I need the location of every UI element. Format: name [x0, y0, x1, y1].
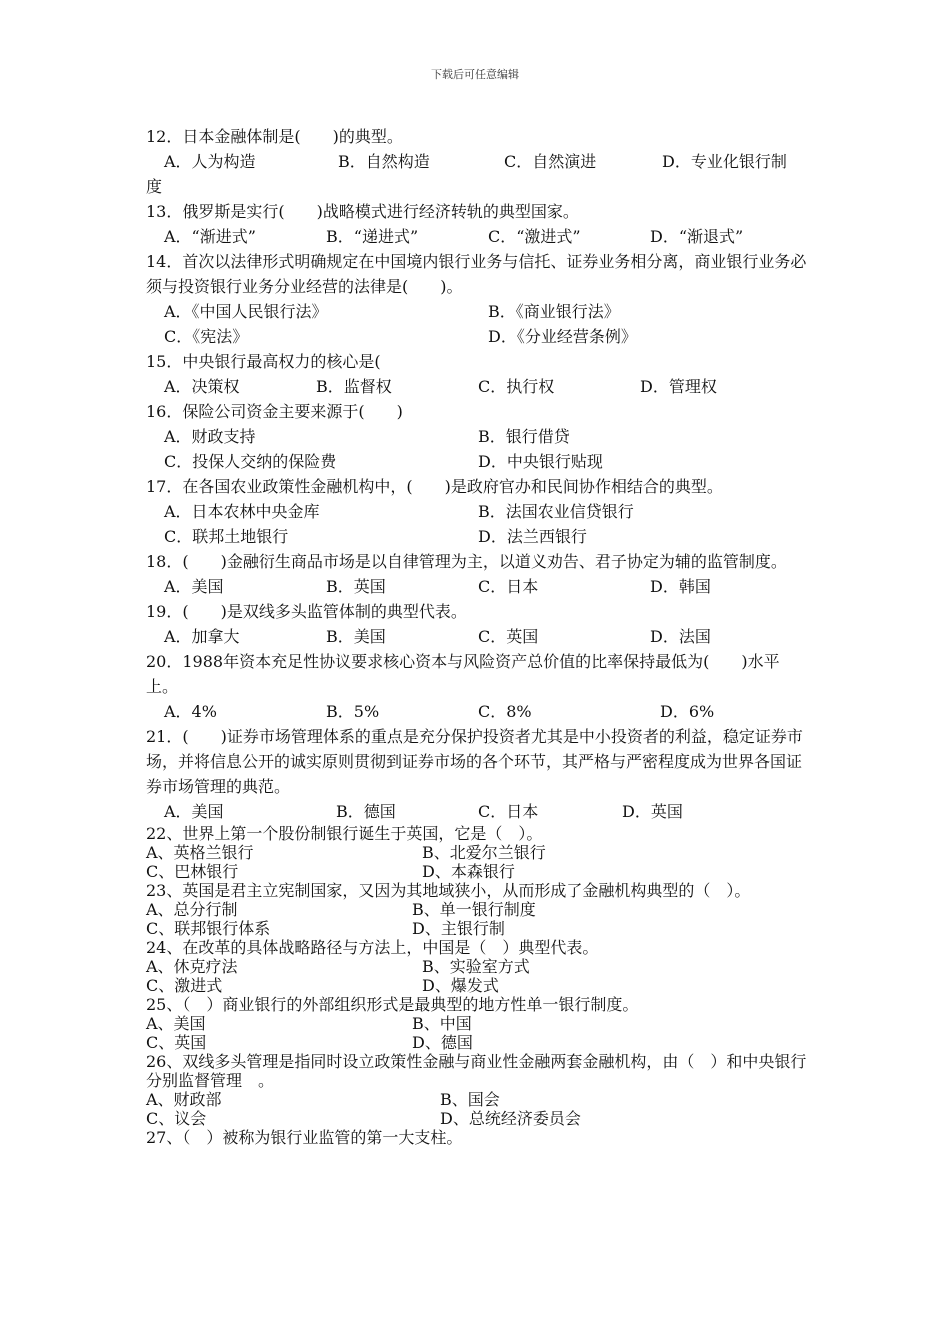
option-row	[146, 299, 810, 324]
option: C．“激进式”	[488, 227, 581, 246]
option: A．财政支持	[164, 427, 256, 446]
question-stem: 18．( )金融衍生商品市场是以自律管理为主，以道义劝告、君子协定为辅的监管制度。	[146, 552, 787, 571]
option: C、巴林银行	[146, 862, 239, 881]
option: D．专业化银行制	[662, 152, 787, 171]
option: D．法国	[650, 627, 711, 646]
question-stem: 15．中央银行最高权力的核心是(	[146, 352, 381, 371]
option: C．联邦土地银行	[164, 527, 289, 546]
question-stem: 22、世界上第一个股份制银行诞生于英国，它是（ ）。	[146, 824, 543, 843]
option: D．管理权	[640, 377, 717, 396]
option: B．自然构造	[338, 152, 430, 171]
option: A．4%	[164, 702, 217, 721]
question-stem: 19．( )是双线多头监管体制的典型代表。	[146, 602, 467, 621]
option: D．韩国	[650, 577, 711, 596]
option: D．法兰西银行	[478, 527, 587, 546]
option-row	[146, 976, 810, 995]
option: A、休克疗法	[146, 957, 238, 976]
option-row	[146, 900, 810, 919]
question-stem: 21．( )证券市场管理体系的重点是充分保护投资者尤其是中小投资者的利益，稳定证券市场，并将信息公开的诚实原则贯彻到证券市场的各个环节，其严格与严密程度成为世界各国证券市场管理的典范。	[146, 727, 803, 796]
option-row	[146, 574, 810, 599]
option: D、爆发式	[422, 976, 499, 995]
option-row	[146, 919, 810, 938]
option-row	[146, 957, 810, 976]
option: A、总分行制	[146, 900, 238, 919]
option: A．人为构造	[164, 152, 256, 171]
option: B、单一银行制度	[412, 900, 536, 919]
question-stem: 13．俄罗斯是实行( )战略模式进行经济转轨的典型国家。	[146, 202, 579, 221]
option: C．日本	[478, 577, 539, 596]
option-row	[146, 862, 810, 881]
option: D、总统经济委员会	[440, 1109, 581, 1128]
option: B．英国	[326, 577, 386, 596]
option: B、实验室方式	[422, 957, 530, 976]
question-stem: 17．在各国农业政策性金融机构中，( )是政府官办和民间协作相结合的典型。	[146, 477, 723, 496]
option: D、主银行制	[412, 919, 505, 938]
option: C．投保人交纳的保险费	[164, 452, 337, 471]
question-stem: 25、（ ）商业银行的外部组织形式是最典型的地方性单一银行制度。	[146, 995, 639, 1014]
option: C．英国	[478, 627, 539, 646]
question-stem: 23、英国是君主立宪制国家，又因为其地域狭小，从而形成了金融机构典型的（ ）。	[146, 881, 751, 900]
option-row	[146, 699, 810, 724]
option-row	[146, 324, 810, 349]
question-stem: 14．首次以法律形式明确规定在中国境内银行业务与信托、证券业务相分离，商业银行业务必须与投资银行业务分业经营的法律是( )。	[146, 252, 807, 296]
option: B．5%	[326, 702, 380, 721]
question-stem: 12．日本金融体制是( )的典型。	[146, 127, 403, 146]
option: B．银行借贷	[478, 427, 570, 446]
option: C．日本	[478, 802, 539, 821]
question-stem: 20．1988年资本充足性协议要求核心资本与风险资产总价值的比率保持最低为( )水平上。	[146, 652, 780, 696]
question-continuation: 度	[146, 177, 163, 196]
option: C．《宪法》	[164, 327, 249, 346]
option: C、联邦银行体系	[146, 919, 271, 938]
option: A、财政部	[146, 1090, 222, 1109]
option-row	[146, 149, 810, 174]
option: B．《商业银行法》	[488, 302, 620, 321]
option: A．决策权	[164, 377, 240, 396]
option: C、英国	[146, 1033, 207, 1052]
option: A．日本农林中央金库	[164, 502, 320, 521]
option: A、美国	[146, 1014, 206, 1033]
option: A．加拿大	[164, 627, 240, 646]
question-stem: 27、（ ）被称为银行业监管的第一大支柱。	[146, 1128, 463, 1147]
question-list	[146, 124, 810, 1147]
option: B．“递进式”	[326, 227, 419, 246]
option-row	[146, 1033, 810, 1052]
option: D．6%	[660, 702, 715, 721]
option: D．“渐退式”	[650, 227, 744, 246]
option: C．自然演进	[504, 152, 597, 171]
option: C．执行权	[478, 377, 555, 396]
option: C．8%	[478, 702, 532, 721]
option: D．英国	[622, 802, 683, 821]
option: A．美国	[164, 577, 224, 596]
option-row	[146, 1109, 810, 1128]
option-row	[146, 524, 810, 549]
option: D、本森银行	[422, 862, 515, 881]
question-stem: 26、双线多头管理是指同时设立政策性金融与商业性金融两套金融机构，由（ ）和中央银行分别监督管理 。	[146, 1052, 807, 1090]
option: A、英格兰银行	[146, 843, 254, 862]
option: B．美国	[326, 627, 386, 646]
option-row	[146, 224, 810, 249]
option: A．《中国人民银行法》	[164, 302, 328, 321]
option: B、北爱尔兰银行	[422, 843, 546, 862]
option-row	[146, 843, 810, 862]
option-row	[146, 449, 810, 474]
option: D．中央银行贴现	[478, 452, 603, 471]
option: B、国会	[440, 1090, 500, 1109]
question-stem: 24、在改革的具体战略路径与方法上，中国是（ ）典型代表。	[146, 938, 599, 957]
option: B．监督权	[316, 377, 392, 396]
option: B、中国	[412, 1014, 472, 1033]
option: A．美国	[164, 802, 224, 821]
option: D．《分业经营条例》	[488, 327, 637, 346]
option: B．法国农业信贷银行	[478, 502, 634, 521]
option: D、德国	[412, 1033, 473, 1052]
option-row	[146, 424, 810, 449]
option: C、议会	[146, 1109, 207, 1128]
option-row	[146, 624, 810, 649]
option: A．“渐进式”	[164, 227, 256, 246]
option: C、激进式	[146, 976, 223, 995]
option-row	[146, 499, 810, 524]
option-row	[146, 799, 810, 824]
option-row	[146, 374, 810, 399]
option-row	[146, 1014, 810, 1033]
option: B．德国	[336, 802, 396, 821]
page-header: 下载后可任意编辑	[431, 68, 519, 81]
question-stem: 16．保险公司资金主要来源于( )	[146, 402, 403, 421]
option-row	[146, 1090, 810, 1109]
